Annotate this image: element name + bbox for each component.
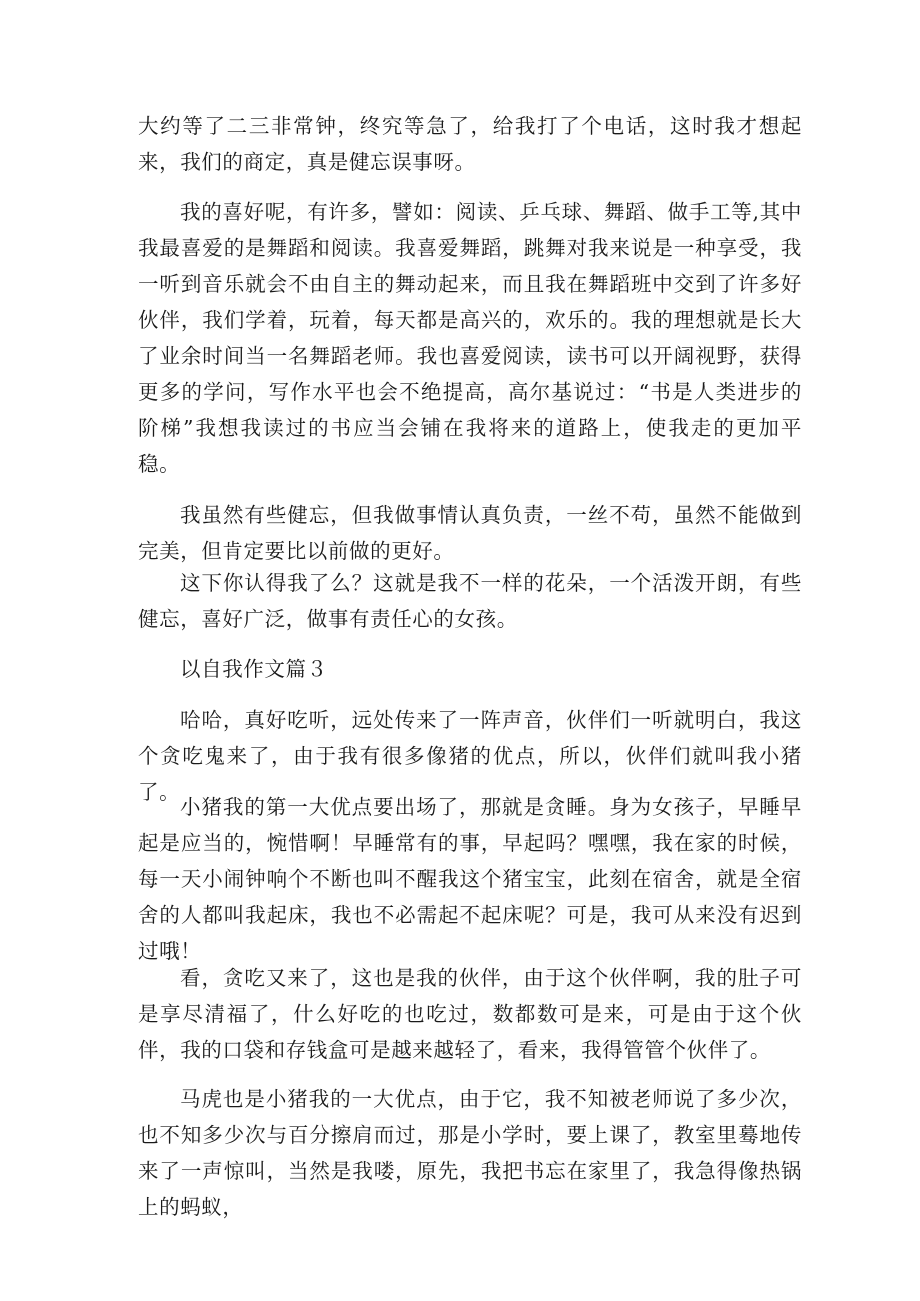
paragraph-conclusion: 这下你认得我了么？这就是我不一样的花朵，一个活泼开朗，有些健忘，喜好广泛，做事有责任心的女孩。	[138, 571, 802, 631]
paragraph-continuation: 大约等了二三非常钟，终究等急了，给我打了个电话，这时我才想起来，我们的商定，真是健忘误事呀。	[138, 114, 802, 174]
paragraph-intro: 哈哈，真好吃听，远处传来了一阵声音，伙伴们一听就明白，我这个贪吃鬼来了，由于我有很多像猪的优点，所以，伙伴们就叫我小猪了。	[138, 708, 802, 804]
paragraph-greedy: 看，贪吃又来了，这也是我的伙伴，由于这个伙伴啊，我的肚子可是享尽清福了，什么好吃的也吃过，数都数可是来，可是由于这个伙伴，我的口袋和存钱盒可是越来越轻了，看来，我得管管个伙伴了。	[138, 966, 802, 1062]
section-heading: 以自我作文篇３	[180, 657, 328, 681]
paragraph-responsibility: 我虽然有些健忘，但我做事情认真负责，一丝不苟，虽然不能做到完美，但肯定要比以前做的更好。	[138, 503, 802, 563]
paragraph-careless: 马虎也是小猪我的一大优点，由于它，我不知被老师说了多少次，也不知多少次与百分擦肩而过，那是小学时，要上课了，教室里蓦地传来了一声惊叫，当然是我喽，原先，我把书忘在家里了，我急得像热锅上的蚂蚁，	[138, 1087, 802, 1219]
paragraph-sleepy: 小猪我的第一大优点要出场了，那就是贪睡。身为女孩子，早睡早起是应当的，惋惜啊！早睡常有的事，早起吗？嘿嘿，我在家的时候，每一天小闹钟响个不断也叫不醒我这个猪宝宝，此刻在宿舍，就是全宿舍的人都叫我起床，我也不必需起不起床呢？可是，我可从来没有迟到过哦！	[138, 795, 802, 963]
paragraph-hobbies: 我的喜好呢，有许多，譬如：阅读、乒乓球、舞蹈、做手工等,其中我最喜爱的是舞蹈和阅读。我喜爱舞蹈，跳舞对我来说是一种享受，我一听到音乐就会不由自主的舞动起来，而且我在舞蹈班中交到了许多好伙伴，我们学着，玩着，每天都是高兴的，欢乐的。我的理想就是长大了业余时间当一名舞蹈老师。我也喜爱阅读，读书可以开阔视野，获得更多的学问，写作水平也会不绝提高，高尔基说过：“书是人类进步的阶梯”我想我读过的书应当会铺在我将来的道路上，使我走的更加平稳。	[138, 200, 802, 476]
